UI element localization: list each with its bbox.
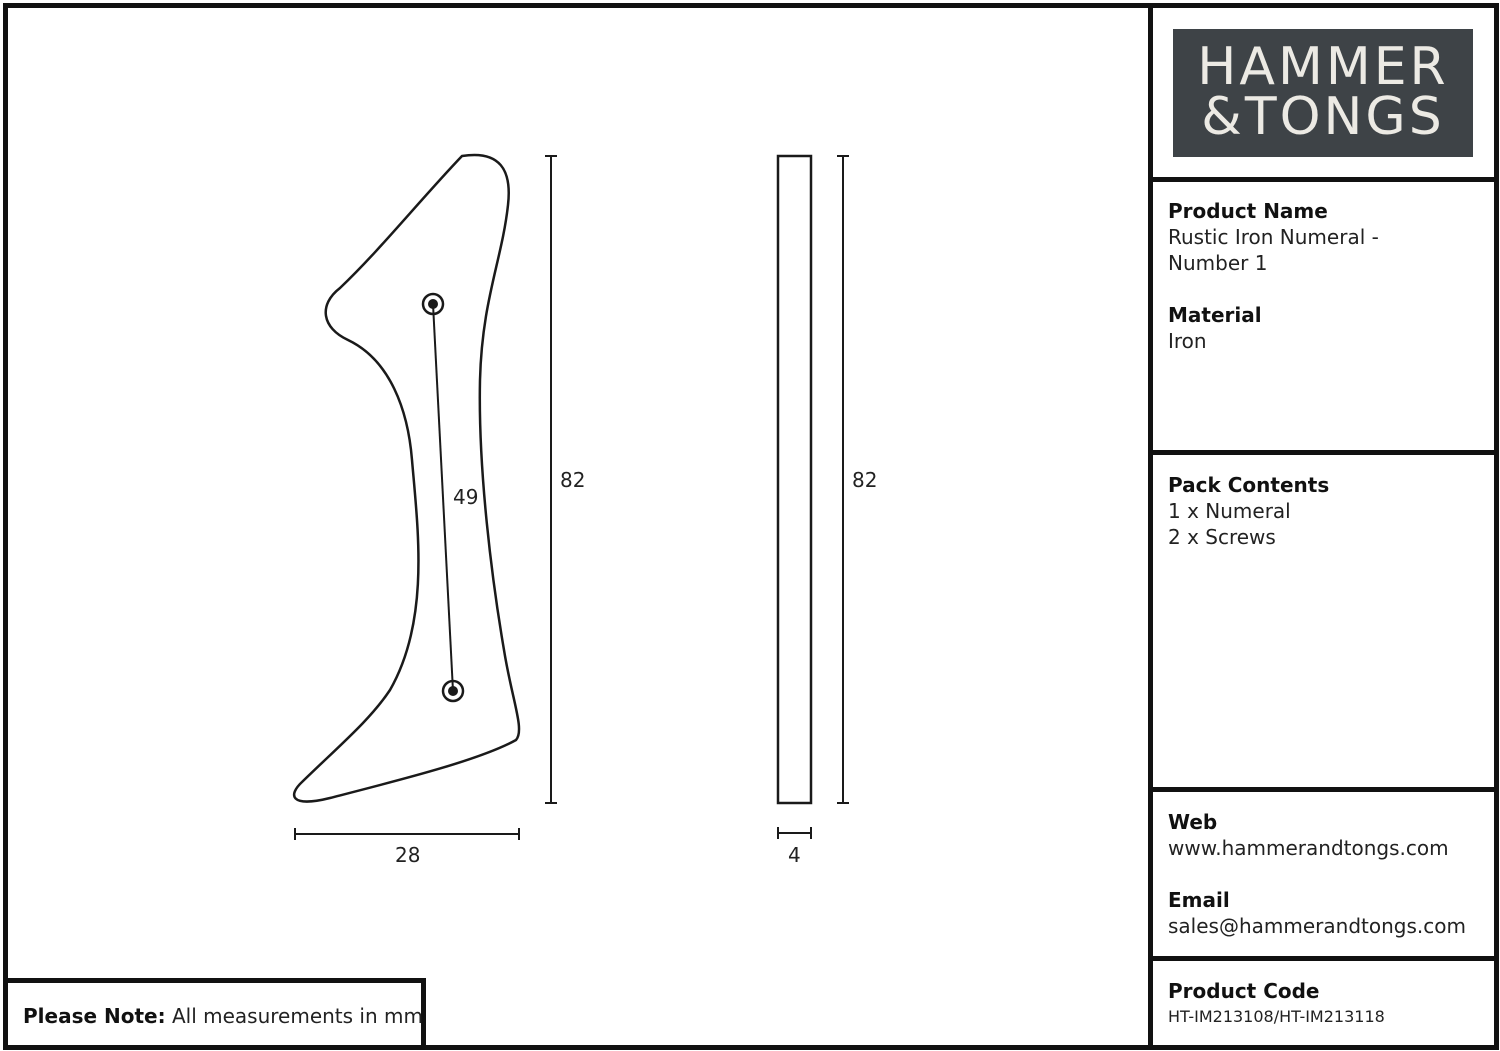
front-height-label: 82 (560, 468, 586, 492)
measurement-note-box (3, 978, 426, 1045)
side-height-label: 82 (852, 468, 878, 492)
brand-line-1: HAMMER (1197, 37, 1449, 97)
pack-item-2: 2 x Screws (1168, 525, 1276, 549)
divider-logo (1148, 177, 1494, 182)
divider-pack (1148, 787, 1494, 792)
hole-spacing-line (433, 304, 453, 691)
note-label: Please Note: (23, 1004, 166, 1028)
material-value: Iron (1168, 329, 1207, 353)
side-thickness-label: 4 (788, 843, 801, 867)
pack-contents-label: Pack Contents (1168, 473, 1330, 497)
web-label: Web (1168, 810, 1218, 834)
web-link[interactable]: www.hammerandtongs.com (1168, 836, 1449, 860)
brand-logo (1173, 29, 1473, 157)
email-label: Email (1168, 888, 1230, 912)
divider-material (1148, 450, 1494, 455)
sidebar-divider (1148, 3, 1153, 1045)
product-name-label: Product Name (1168, 199, 1328, 223)
numeral-front-outline (294, 155, 519, 802)
product-name-line1: Rustic Iron Numeral - (1168, 225, 1379, 249)
note-text: All measurements in mm (171, 1004, 423, 1028)
pack-contents-section (1168, 472, 1488, 550)
product-info-section (1168, 198, 1488, 354)
product-code-label: Product Code (1168, 979, 1320, 1003)
contact-section (1168, 809, 1488, 939)
pack-item-1: 1 x Numeral (1168, 499, 1291, 523)
product-code-value: HT-IM213108/HT-IM213118 (1168, 1007, 1385, 1026)
brand-line-2: &TONGS (1201, 87, 1445, 147)
material-label: Material (1168, 303, 1262, 327)
divider-email (1148, 956, 1494, 961)
product-code-section (1168, 978, 1488, 1030)
measurement-note (23, 1003, 423, 1029)
hole-spacing-label: 49 (453, 485, 479, 509)
email-link[interactable]: sales@hammerandtongs.com (1168, 914, 1466, 938)
numeral-side-outline (778, 156, 811, 803)
front-width-label: 28 (395, 843, 421, 867)
product-name-line2: Number 1 (1168, 251, 1268, 275)
